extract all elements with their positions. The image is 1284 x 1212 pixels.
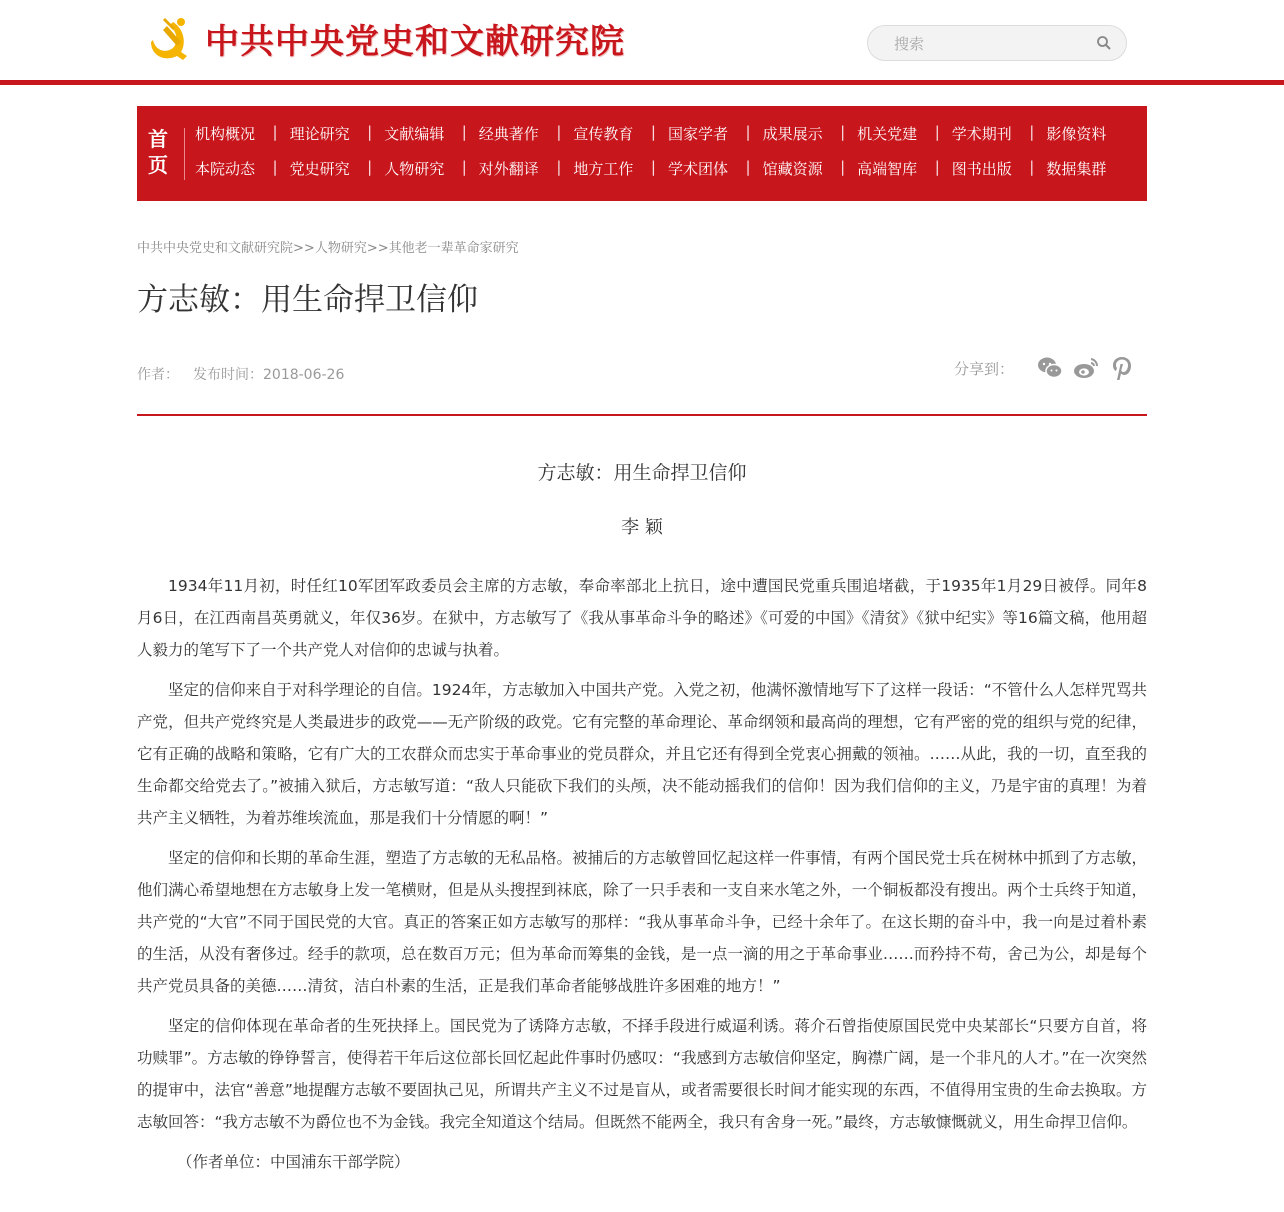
party-emblem-icon (143, 12, 195, 64)
nav-item[interactable]: 经典著作 | (479, 123, 574, 144)
nav-item[interactable]: 人物研究 | (384, 158, 479, 179)
author-affiliation: （作者单位：中国浦东干部学院） (177, 1153, 410, 1171)
article-author: 李 颖 (621, 517, 663, 538)
breadcrumb-link[interactable]: 人物研究 (314, 241, 367, 256)
site-header (0, 0, 1284, 80)
article-title: 方志敏：用生命捍卫信仰 (537, 462, 747, 484)
breadcrumb-link[interactable]: 中共中央党史和文献研究院 (137, 241, 294, 256)
wechat-icon[interactable] (1036, 354, 1064, 382)
weibo-icon[interactable] (1072, 354, 1100, 382)
nav-item[interactable]: 机关党建 | (857, 123, 952, 144)
nav-item[interactable]: 机构概况 | (195, 123, 290, 144)
article-body (137, 458, 1147, 1178)
breadcrumb-separator: >> (293, 241, 315, 256)
header-red-line (0, 80, 1284, 85)
nav-item[interactable]: 成果展示 | (763, 123, 858, 144)
publish-date: 发布时间：2018-06-26 (193, 367, 345, 383)
share-bar (954, 354, 1136, 382)
search-icon[interactable] (1096, 35, 1112, 51)
nav-item[interactable]: 地方工作 | (573, 158, 668, 179)
author-label: 作者： (137, 367, 179, 383)
nav-item[interactable]: 图书出版 | (952, 158, 1047, 179)
share-label: 分享到： (953, 359, 1014, 378)
search-box (867, 25, 1127, 61)
nav-item[interactable]: 数据集群 (1046, 160, 1107, 178)
article-paragraph: 1934年11月初，时任红10军团军政委员会主席的方志敏，奉命率部北上抗日，途中遭国民党重兵围追堵截，于1935年1月29日被俘。同年8月6日，在江西南昌英勇就义，年仅36岁。在狱中，方志敏写了《我从事革命斗争的略述》《可爱的中国》《清贫》《狱中纪实》等16篇文稿，他用超人毅力的笔写下了一个共产党人对信仰的忠诚与执着。 (137, 577, 1147, 659)
nav-item[interactable]: 影像资料 (1046, 125, 1107, 143)
site-name: 中共中央党史和文献研究院 (205, 21, 625, 62)
article-paragraph: 坚定的信仰来自于对科学理论的自信。1924年，方志敏加入中国共产党。入党之初，他满怀激情地写下了这样一段话：“不管什么人怎样咒骂共产党，但共产党终究是人类最进步的政党——无产阶级的政党。它有完整的革命理论、革命纲领和最高尚的理想，它有严密的党的组织与党的纪律，它有正确的战略和策略，它有广大的工农群众而忠实于革命事业的党员群众，并且它还有得到全党衷心拥戴的领袖。……从此，我的一切，直至我的生命都交给党去了。”被捕入狱后，方志敏写道：“敌人只能砍下我们的头颅，决不能动摇我们的信仰！因为我们信仰的主义，乃是宇宙的真理！为着共产主义牺牲，为着苏维埃流血，那是我们十分情愿的啊！” (137, 681, 1147, 827)
article-paragraph: 坚定的信仰体现在革命者的生死抉择上。国民党为了诱降方志敏，不择手段进行威逼利诱。蒋介石曾指使原国民党中央某部长“只要方自首，将功赎罪”。方志敏的铮铮誓言，使得若干年后这位部长回忆起此件事时仍感叹：“我感到方志敏信仰坚定，胸襟广阔，是一个非凡的人才。”在一次突然的提审中，法官“善意”地提醒方志敏不要固执己见，所谓共产主义不过是盲从，或者需要很长时间才能实现的东西，不值得用宝贵的生命去换取。方志敏回答：“我方志敏不为爵位也不为金钱。我完全知道这个结局。但既然不能两全，我只有舍身一死。”最终，方志敏慷慨就义，用生命捍卫信仰。 (137, 1017, 1147, 1131)
nav-item[interactable]: 理论研究 | (290, 123, 385, 144)
nav-item[interactable]: 党史研究 | (290, 158, 385, 179)
breadcrumb (137, 237, 519, 256)
nav-item[interactable]: 高端智库 | (857, 158, 952, 179)
article-meta (137, 364, 344, 384)
pinterest-icon[interactable] (1108, 354, 1136, 382)
title-divider (137, 414, 1147, 416)
article-paragraph: 坚定的信仰和长期的革命生涯，塑造了方志敏的无私品格。被捕后的方志敏曾回忆起这样一件事情，有两个国民党士兵在树林中抓到了方志敏，他们满心希望地想在方志敏身上发一笔横财，但是从头搜捏到袜底，除了一只手表和一支自来水笔之外，一个铜板都没有搜出。两个士兵终于知道，共产党的“大官”不同于国民党的大官。真正的答案正如方志敏写的那样：“我从事革命斗争，已经十余年了。在这长期的奋斗中，我一向是过着朴素的生活，从没有奢侈过。经手的款项，总在数百万元；但为革命而筹集的金钱，是一点一滴的用之于革命事业……而矜持不苟，舍己为公，却是每个共产党员具备的美德……清贫，洁白朴素的生活，正是我们革命者能够战胜许多困难的地方！” (137, 849, 1147, 995)
breadcrumb-separator: >> (366, 241, 389, 256)
nav-divider (184, 128, 185, 180)
nav-item[interactable]: 文献编辑 | (384, 123, 479, 144)
nav-item[interactable]: 对外翻译 | (479, 158, 574, 179)
nav-item[interactable]: 学术期刊 | (952, 123, 1047, 144)
nav-item[interactable]: 国家学者 | (668, 123, 763, 144)
nav-item[interactable]: 宣传教育 | (573, 123, 668, 144)
nav-row-1 (195, 123, 1141, 144)
search-input[interactable] (892, 26, 1086, 62)
nav-item[interactable]: 本院动态 | (195, 158, 290, 179)
main-nav (137, 106, 1147, 201)
site-logo[interactable] (143, 10, 625, 66)
nav-home-link[interactable]: 首页 (148, 127, 168, 177)
page-title: 方志敏：用生命捍卫信仰 (137, 282, 478, 318)
nav-item[interactable]: 馆藏资源 | (763, 158, 858, 179)
breadcrumb-link[interactable]: 其他老一辈革命家研究 (388, 241, 519, 256)
nav-row-2 (195, 158, 1141, 179)
nav-item[interactable]: 学术团体 | (668, 158, 763, 179)
